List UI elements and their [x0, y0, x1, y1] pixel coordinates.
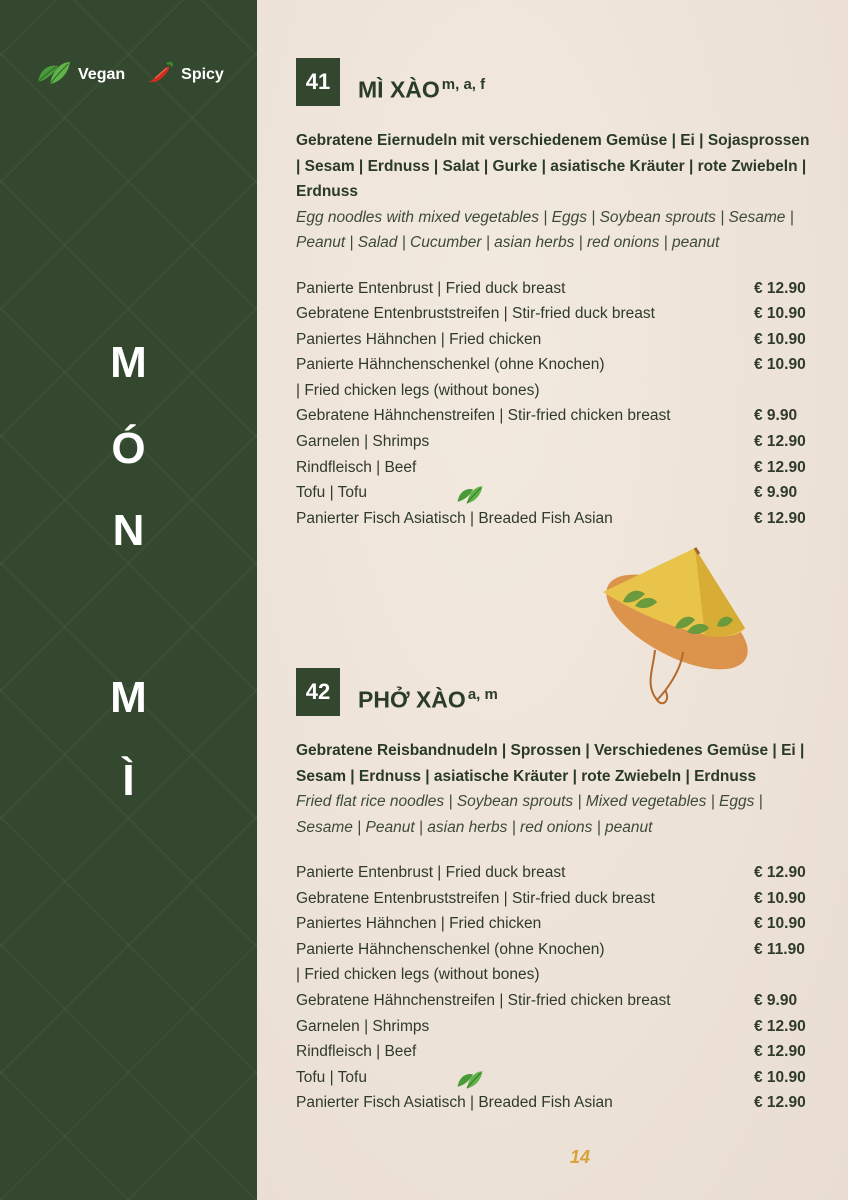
diet-legend	[36, 58, 246, 91]
price-row	[296, 937, 816, 963]
item-price: € 10.90	[754, 356, 806, 374]
item-price	[754, 962, 816, 988]
price-row	[296, 1090, 816, 1116]
item-label: Garnelen | Shrimps	[296, 433, 430, 451]
description-english: Egg noodles with mixed vegetables | Eggs | Soybean sprouts | Sesame | Peanut | Salad | Cucumber | asian herbs | red onions | peanut	[296, 208, 794, 251]
item-price: € 12.90	[754, 433, 806, 451]
dish-section-41	[296, 56, 816, 531]
item-price: € 12.90	[754, 1017, 806, 1035]
page-number: 14	[570, 1147, 591, 1167]
price-row	[296, 455, 816, 481]
price-row	[296, 962, 816, 988]
item-label: Panierte Hähnchenschenkel (ohne Knochen)	[296, 356, 605, 374]
legend-vegan-label: Vegan	[78, 65, 126, 83]
legend-spicy	[147, 58, 224, 91]
item-price	[754, 378, 816, 404]
price-row	[296, 911, 816, 937]
item-label: | Fried chicken legs (without bones)	[296, 381, 540, 399]
item-label: Paniertes Hähnchen | Fried chicken	[296, 330, 542, 348]
price-row	[296, 1014, 816, 1040]
sidebar-title-letter: M	[110, 673, 147, 722]
item-price: € 10.90	[754, 889, 806, 907]
dish-section-42	[296, 666, 816, 1116]
item-label: Gebratene Hähnchenstreifen | Stir-fried chicken breast	[296, 991, 671, 1009]
price-row	[296, 1065, 816, 1091]
allergen-codes: a, m	[467, 686, 498, 704]
item-price: € 12.90	[754, 1043, 806, 1061]
dish-name: MÌ XÀO	[358, 77, 440, 103]
item-label: Gebratene Entenbruststreifen | Stir-fried duck breast	[296, 305, 655, 323]
item-price: € 12.90	[754, 864, 806, 881]
item-price: € 9.90	[754, 407, 798, 425]
sidebar-title-letter: Ì	[122, 756, 135, 805]
item-price: € 10.90	[754, 305, 806, 323]
item-label: Gebratene Hähnchenstreifen | Stir-fried chicken breast	[296, 407, 671, 425]
price-row	[296, 429, 816, 455]
sidebar-title-letter: N	[112, 506, 145, 555]
price-row	[296, 301, 816, 327]
description-german: Gebratene Reisbandnudeln | Sprossen | Verschiedenes Gemüse | Ei | Sesam | Erdnuss | asiatische Kräuter | rote Zwiebeln | Erdnuss	[296, 742, 805, 785]
item-label: Rindfleisch | Beef	[296, 1043, 417, 1061]
dish-title	[358, 77, 485, 106]
item-label: Panierte Hähnchenschenkel (ohne Knochen)	[296, 940, 605, 958]
dish-number: 41	[296, 58, 340, 106]
item-label: Panierte Entenbrust | Fried duck breast	[296, 279, 566, 297]
price-row	[296, 276, 816, 302]
item-price: € 12.90	[754, 509, 806, 527]
item-label: Rindfleisch | Beef	[296, 458, 417, 476]
description-german: Gebratene Eiernudeln mit verschiedenem Gemüse | Ei | Sojasprossen | Sesam | Erdnuss | Salat | Gurke | asiatische Kräuter | rote Zwiebeln | Erdnuss	[296, 132, 810, 200]
item-price: € 12.90	[754, 1094, 806, 1112]
vegan-leaf-icon	[36, 58, 72, 91]
price-row	[296, 860, 816, 886]
dish-header	[296, 666, 816, 716]
item-price: € 10.90	[754, 915, 806, 933]
sidebar	[0, 0, 257, 1200]
item-label: Garnelen | Shrimps	[296, 1017, 430, 1035]
item-price: € 12.90	[754, 458, 806, 476]
price-row	[296, 1039, 816, 1065]
sidebar-title-letter: M	[110, 338, 147, 387]
legend-vegan	[36, 58, 125, 91]
price-row	[296, 378, 816, 404]
allergen-codes: m, a, f	[441, 76, 486, 94]
item-price: € 12.90	[754, 279, 806, 297]
dish-title	[358, 687, 498, 716]
dish-name: PHỞ XÀO	[358, 687, 466, 713]
item-label: Gebratene Entenbruststreifen | Stir-fried duck breast	[296, 889, 655, 907]
item-label: Tofu | Tofu	[296, 484, 367, 502]
dish-number: 42	[296, 668, 340, 716]
price-row	[296, 480, 816, 506]
item-price: € 10.90	[754, 330, 806, 348]
price-row	[296, 506, 816, 532]
legend-spicy-label: Spicy	[181, 65, 224, 83]
item-price: € 10.90	[754, 1068, 806, 1086]
dish-header	[296, 56, 816, 106]
item-label: Tofu | Tofu	[296, 1068, 367, 1086]
price-row	[296, 886, 816, 912]
item-label: Panierter Fisch Asiatisch | Breaded Fish Asian	[296, 1094, 613, 1112]
price-row	[296, 327, 816, 353]
price-row	[296, 403, 816, 429]
item-price: € 9.90	[754, 484, 798, 502]
item-price: € 9.90	[754, 991, 798, 1009]
item-label: | Fried chicken legs (without bones)	[296, 966, 540, 984]
item-label: Paniertes Hähnchen | Fried chicken	[296, 915, 542, 933]
price-list	[296, 860, 816, 1116]
item-label: Panierter Fisch Asiatisch | Breaded Fish Asian	[296, 509, 613, 527]
price-list	[296, 276, 816, 532]
sidebar-title-letter: Ó	[111, 424, 146, 473]
item-label: Panierte Entenbrust | Fried duck breast	[296, 864, 566, 881]
item-price: € 11.90	[754, 940, 805, 958]
price-row	[296, 352, 816, 378]
price-row	[296, 988, 816, 1014]
description-english: Fried flat rice noodles | Soybean sprouts | Mixed vegetables | Eggs | Sesame | Peanut | asian herbs | red onions | peanut	[296, 793, 763, 836]
chili-pepper-icon	[147, 58, 175, 91]
